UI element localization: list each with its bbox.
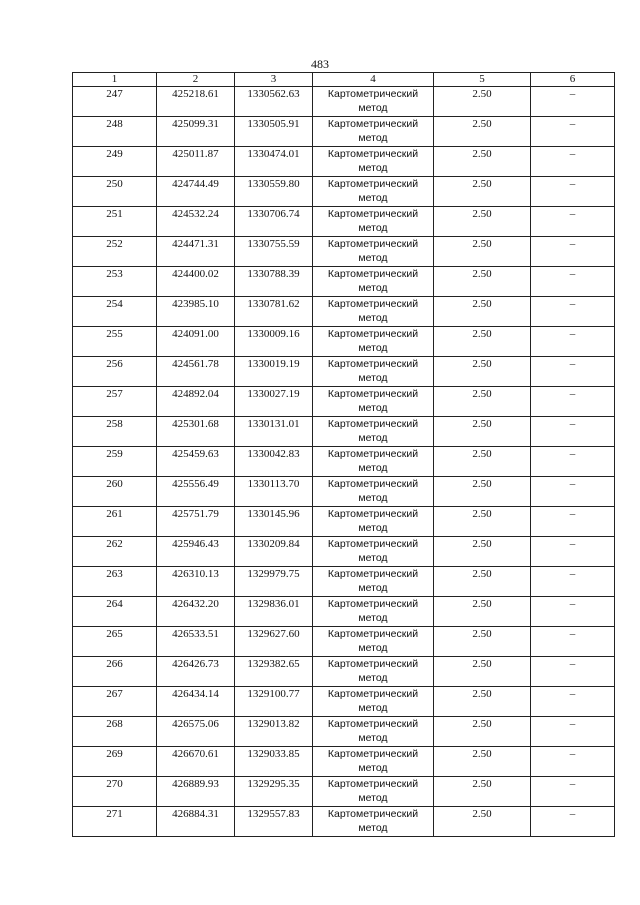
table-row [73, 507, 615, 537]
y-coordinate-cell: 1330505.91 [235, 117, 313, 147]
method-cell: Картометрический метод [313, 567, 434, 597]
table-row [73, 777, 615, 807]
y-coordinate-cell: 1330009.16 [235, 327, 313, 357]
table-row [73, 207, 615, 237]
note-cell: – [531, 297, 615, 327]
table-row [73, 117, 615, 147]
page-number: 483 [311, 57, 329, 71]
y-coordinate-cell: 1330474.01 [235, 147, 313, 177]
y-coordinate-cell: 1330209.84 [235, 537, 313, 567]
accuracy-cell: 2.50 [434, 507, 531, 537]
accuracy-cell: 2.50 [434, 747, 531, 777]
note-cell: – [531, 777, 615, 807]
table-row [73, 687, 615, 717]
x-coordinate-cell: 424471.31 [157, 237, 235, 267]
table-row [73, 87, 615, 117]
accuracy-cell: 2.50 [434, 687, 531, 717]
column-header-1: 1 [73, 73, 157, 87]
table-row [73, 387, 615, 417]
y-coordinate-cell: 1330027.19 [235, 387, 313, 417]
table-row [73, 237, 615, 267]
method-cell: Картометрический метод [313, 777, 434, 807]
method-cell: Картометрический метод [313, 237, 434, 267]
note-cell: – [531, 477, 615, 507]
accuracy-cell: 2.50 [434, 147, 531, 177]
accuracy-cell: 2.50 [434, 267, 531, 297]
table-row [73, 177, 615, 207]
method-cell: Картометрический метод [313, 627, 434, 657]
x-coordinate-cell: 423985.10 [157, 297, 235, 327]
table-row [73, 597, 615, 627]
accuracy-cell: 2.50 [434, 327, 531, 357]
x-coordinate-cell: 425011.87 [157, 147, 235, 177]
y-coordinate-cell: 1330706.74 [235, 207, 313, 237]
table-row [73, 147, 615, 177]
method-cell: Картометрический метод [313, 147, 434, 177]
y-coordinate-cell: 1330559.80 [235, 177, 313, 207]
note-cell: – [531, 357, 615, 387]
accuracy-cell: 2.50 [434, 297, 531, 327]
y-coordinate-cell: 1329836.01 [235, 597, 313, 627]
method-cell: Картометрический метод [313, 177, 434, 207]
accuracy-cell: 2.50 [434, 627, 531, 657]
accuracy-cell: 2.50 [434, 477, 531, 507]
point-number-cell: 256 [73, 357, 157, 387]
point-number-cell: 260 [73, 477, 157, 507]
accuracy-cell: 2.50 [434, 207, 531, 237]
method-cell: Картометрический метод [313, 597, 434, 627]
table-row [73, 537, 615, 567]
point-number-cell: 248 [73, 117, 157, 147]
point-number-cell: 263 [73, 567, 157, 597]
method-cell: Картометрический метод [313, 297, 434, 327]
y-coordinate-cell: 1329627.60 [235, 627, 313, 657]
y-coordinate-cell: 1329979.75 [235, 567, 313, 597]
method-cell: Картометрический метод [313, 87, 434, 117]
note-cell: – [531, 627, 615, 657]
method-cell: Картометрический метод [313, 657, 434, 687]
note-cell: – [531, 567, 615, 597]
point-number-cell: 255 [73, 327, 157, 357]
point-number-cell: 249 [73, 147, 157, 177]
point-number-cell: 257 [73, 387, 157, 417]
method-cell: Картометрический метод [313, 507, 434, 537]
x-coordinate-cell: 426670.61 [157, 747, 235, 777]
table-row [73, 807, 615, 837]
point-number-cell: 251 [73, 207, 157, 237]
accuracy-cell: 2.50 [434, 387, 531, 417]
y-coordinate-cell: 1330019.19 [235, 357, 313, 387]
x-coordinate-cell: 424532.24 [157, 207, 235, 237]
method-cell: Картометрический метод [313, 357, 434, 387]
accuracy-cell: 2.50 [434, 597, 531, 627]
note-cell: – [531, 597, 615, 627]
note-cell: – [531, 177, 615, 207]
accuracy-cell: 2.50 [434, 567, 531, 597]
method-cell: Картометрический метод [313, 267, 434, 297]
x-coordinate-cell: 426426.73 [157, 657, 235, 687]
x-coordinate-cell: 425459.63 [157, 447, 235, 477]
x-coordinate-cell: 424400.02 [157, 267, 235, 297]
method-cell: Картометрический метод [313, 807, 434, 837]
accuracy-cell: 2.50 [434, 657, 531, 687]
point-number-cell: 269 [73, 747, 157, 777]
accuracy-cell: 2.50 [434, 237, 531, 267]
accuracy-cell: 2.50 [434, 87, 531, 117]
note-cell: – [531, 417, 615, 447]
point-number-cell: 259 [73, 447, 157, 477]
coordinates-table [72, 72, 615, 837]
column-header-3: 3 [235, 73, 313, 87]
note-cell: – [531, 747, 615, 777]
point-number-cell: 262 [73, 537, 157, 567]
point-number-cell: 267 [73, 687, 157, 717]
y-coordinate-cell: 1329033.85 [235, 747, 313, 777]
method-cell: Картометрический метод [313, 747, 434, 777]
accuracy-cell: 2.50 [434, 177, 531, 207]
point-number-cell: 258 [73, 417, 157, 447]
column-header-2: 2 [157, 73, 235, 87]
table-row [73, 327, 615, 357]
x-coordinate-cell: 425751.79 [157, 507, 235, 537]
table-row [73, 297, 615, 327]
y-coordinate-cell: 1330788.39 [235, 267, 313, 297]
y-coordinate-cell: 1330042.83 [235, 447, 313, 477]
x-coordinate-cell: 426310.13 [157, 567, 235, 597]
table-header-row [73, 73, 615, 87]
method-cell: Картометрический метод [313, 447, 434, 477]
accuracy-cell: 2.50 [434, 117, 531, 147]
y-coordinate-cell: 1330145.96 [235, 507, 313, 537]
note-cell: – [531, 147, 615, 177]
table-body [73, 87, 615, 837]
method-cell: Картометрический метод [313, 387, 434, 417]
accuracy-cell: 2.50 [434, 447, 531, 477]
column-header-4: 4 [313, 73, 434, 87]
method-cell: Картометрический метод [313, 207, 434, 237]
note-cell: – [531, 267, 615, 297]
point-number-cell: 247 [73, 87, 157, 117]
point-number-cell: 252 [73, 237, 157, 267]
note-cell: – [531, 117, 615, 147]
y-coordinate-cell: 1330781.62 [235, 297, 313, 327]
table-row [73, 357, 615, 387]
y-coordinate-cell: 1329295.35 [235, 777, 313, 807]
point-number-cell: 271 [73, 807, 157, 837]
method-cell: Картометрический метод [313, 477, 434, 507]
point-number-cell: 264 [73, 597, 157, 627]
y-coordinate-cell: 1329382.65 [235, 657, 313, 687]
y-coordinate-cell: 1330562.63 [235, 87, 313, 117]
method-cell: Картометрический метод [313, 417, 434, 447]
x-coordinate-cell: 426434.14 [157, 687, 235, 717]
point-number-cell: 266 [73, 657, 157, 687]
column-header-5: 5 [434, 73, 531, 87]
method-cell: Картометрический метод [313, 537, 434, 567]
x-coordinate-cell: 426884.31 [157, 807, 235, 837]
accuracy-cell: 2.50 [434, 807, 531, 837]
point-number-cell: 254 [73, 297, 157, 327]
x-coordinate-cell: 424892.04 [157, 387, 235, 417]
table-row [73, 477, 615, 507]
point-number-cell: 265 [73, 627, 157, 657]
note-cell: – [531, 807, 615, 837]
x-coordinate-cell: 426889.93 [157, 777, 235, 807]
y-coordinate-cell: 1330755.59 [235, 237, 313, 267]
y-coordinate-cell: 1330131.01 [235, 417, 313, 447]
table-row [73, 717, 615, 747]
method-cell: Картометрический метод [313, 117, 434, 147]
note-cell: – [531, 687, 615, 717]
accuracy-cell: 2.50 [434, 717, 531, 747]
accuracy-cell: 2.50 [434, 417, 531, 447]
table-row [73, 267, 615, 297]
y-coordinate-cell: 1329100.77 [235, 687, 313, 717]
y-coordinate-cell: 1329013.82 [235, 717, 313, 747]
x-coordinate-cell: 426432.20 [157, 597, 235, 627]
point-number-cell: 261 [73, 507, 157, 537]
note-cell: – [531, 507, 615, 537]
table-row [73, 417, 615, 447]
note-cell: – [531, 237, 615, 267]
note-cell: – [531, 657, 615, 687]
table-row [73, 627, 615, 657]
method-cell: Картометрический метод [313, 327, 434, 357]
method-cell: Картометрический метод [313, 717, 434, 747]
table-row [73, 447, 615, 477]
x-coordinate-cell: 426575.06 [157, 717, 235, 747]
table-row [73, 657, 615, 687]
column-header-6: 6 [531, 73, 615, 87]
note-cell: – [531, 537, 615, 567]
x-coordinate-cell: 424091.00 [157, 327, 235, 357]
note-cell: – [531, 207, 615, 237]
x-coordinate-cell: 425218.61 [157, 87, 235, 117]
point-number-cell: 250 [73, 177, 157, 207]
point-number-cell: 270 [73, 777, 157, 807]
point-number-cell: 268 [73, 717, 157, 747]
y-coordinate-cell: 1330113.70 [235, 477, 313, 507]
accuracy-cell: 2.50 [434, 357, 531, 387]
x-coordinate-cell: 425556.49 [157, 477, 235, 507]
note-cell: – [531, 717, 615, 747]
x-coordinate-cell: 425301.68 [157, 417, 235, 447]
table-row [73, 747, 615, 777]
x-coordinate-cell: 425946.43 [157, 537, 235, 567]
note-cell: – [531, 447, 615, 477]
accuracy-cell: 2.50 [434, 537, 531, 567]
note-cell: – [531, 327, 615, 357]
x-coordinate-cell: 424561.78 [157, 357, 235, 387]
accuracy-cell: 2.50 [434, 777, 531, 807]
table-row [73, 567, 615, 597]
x-coordinate-cell: 426533.51 [157, 627, 235, 657]
x-coordinate-cell: 425099.31 [157, 117, 235, 147]
note-cell: – [531, 87, 615, 117]
x-coordinate-cell: 424744.49 [157, 177, 235, 207]
point-number-cell: 253 [73, 267, 157, 297]
note-cell: – [531, 387, 615, 417]
y-coordinate-cell: 1329557.83 [235, 807, 313, 837]
method-cell: Картометрический метод [313, 687, 434, 717]
